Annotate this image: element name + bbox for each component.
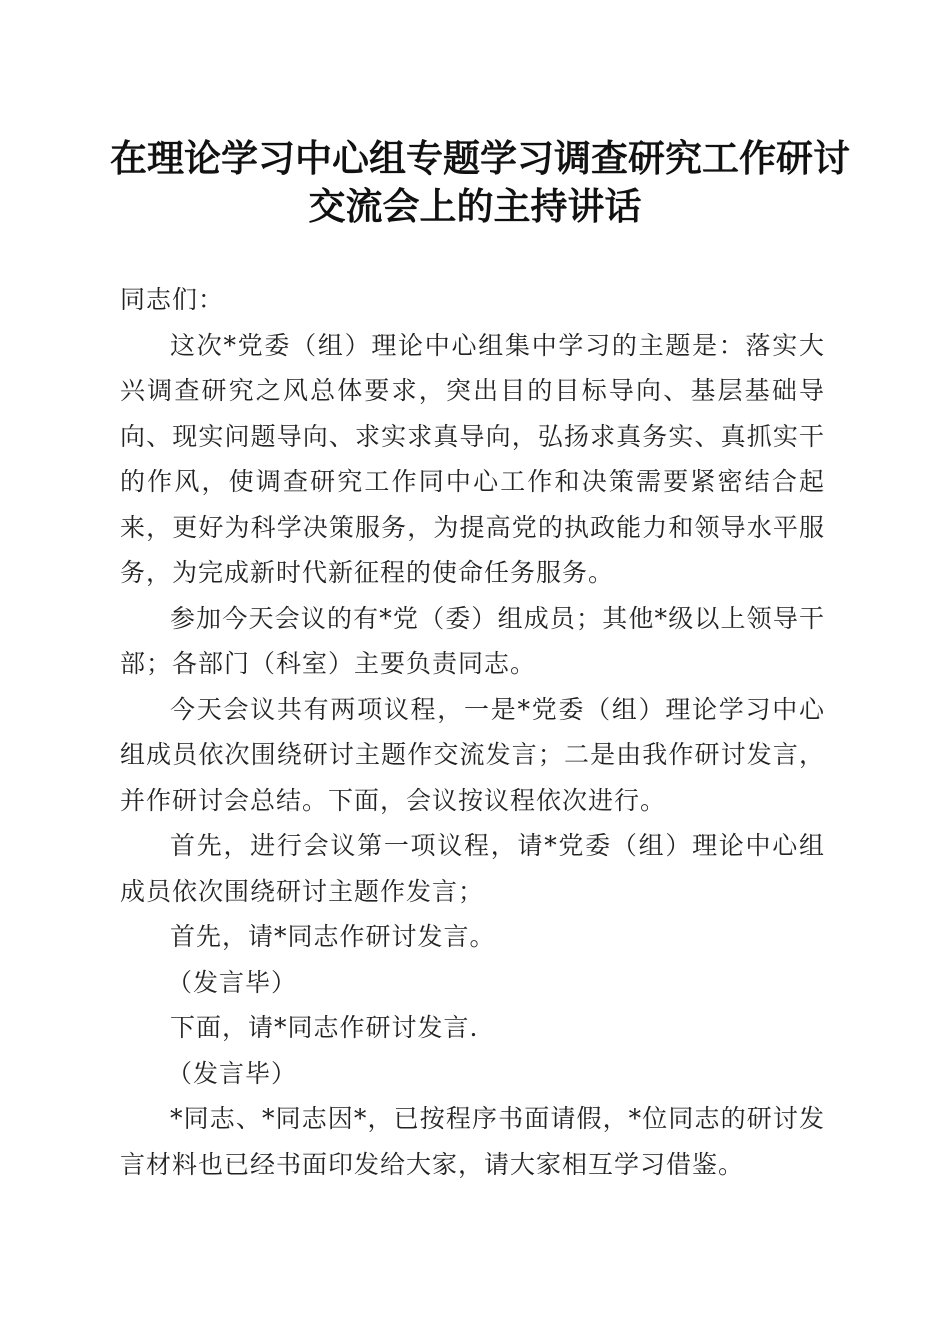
title-line-1: 在理论学习中心组专题学习调查研究工作研讨	[110, 136, 850, 180]
paragraph-next-speaker: 下面，请*同志作研讨发言.	[170, 1013, 479, 1042]
greeting: 同志们：	[120, 285, 225, 314]
title-line-2: 交流会上的主持讲话	[308, 184, 642, 228]
paragraph-attendees: 参加今天会议的有*党（委）组成员；其他*级以上领导干部；各部门（科室）主要负责同志。	[120, 603, 825, 678]
paragraph-first-speaker: 首先，请*同志作研讨发言。	[170, 922, 496, 951]
paragraph-first-item: 首先，进行会议第一项议程，请*党委（组）理论中心组成员依次围绕研讨主题作发言；	[120, 831, 825, 906]
paragraph-theme: 这次*党委（组）理论中心组集中学习的主题是：落实大兴调查研究之风总体要求，突出目的目标导向、基层基础导向、现实问题导向、求实求真导向，弘扬求真务实、真抓实干的作风，使调查研究工作同中心工作和决策需要紧密结合起来，更好为科学决策服务，为提高党的执政能力和领导水平服务，为完成新时代新征程的使命任务服务。	[120, 330, 825, 587]
document-body	[120, 277, 825, 1187]
paragraph-agenda: 今天会议共有两项议程，一是*党委（组）理论学习中心组成员依次围绕研讨主题作交流发言；二是由我作研讨发言，并作研讨会总结。下面，会议按议程依次进行。	[120, 694, 825, 815]
paragraph-leave-notice: *同志、*同志因*，已按程序书面请假，*位同志的研讨发言材料也已经书面印发给大家，请大家相互学习借鉴。	[120, 1104, 825, 1179]
document-title	[110, 134, 850, 230]
speech-finished-note-2: （发言毕）	[167, 1058, 298, 1088]
speech-finished-note-1: （发言毕）	[167, 967, 298, 997]
